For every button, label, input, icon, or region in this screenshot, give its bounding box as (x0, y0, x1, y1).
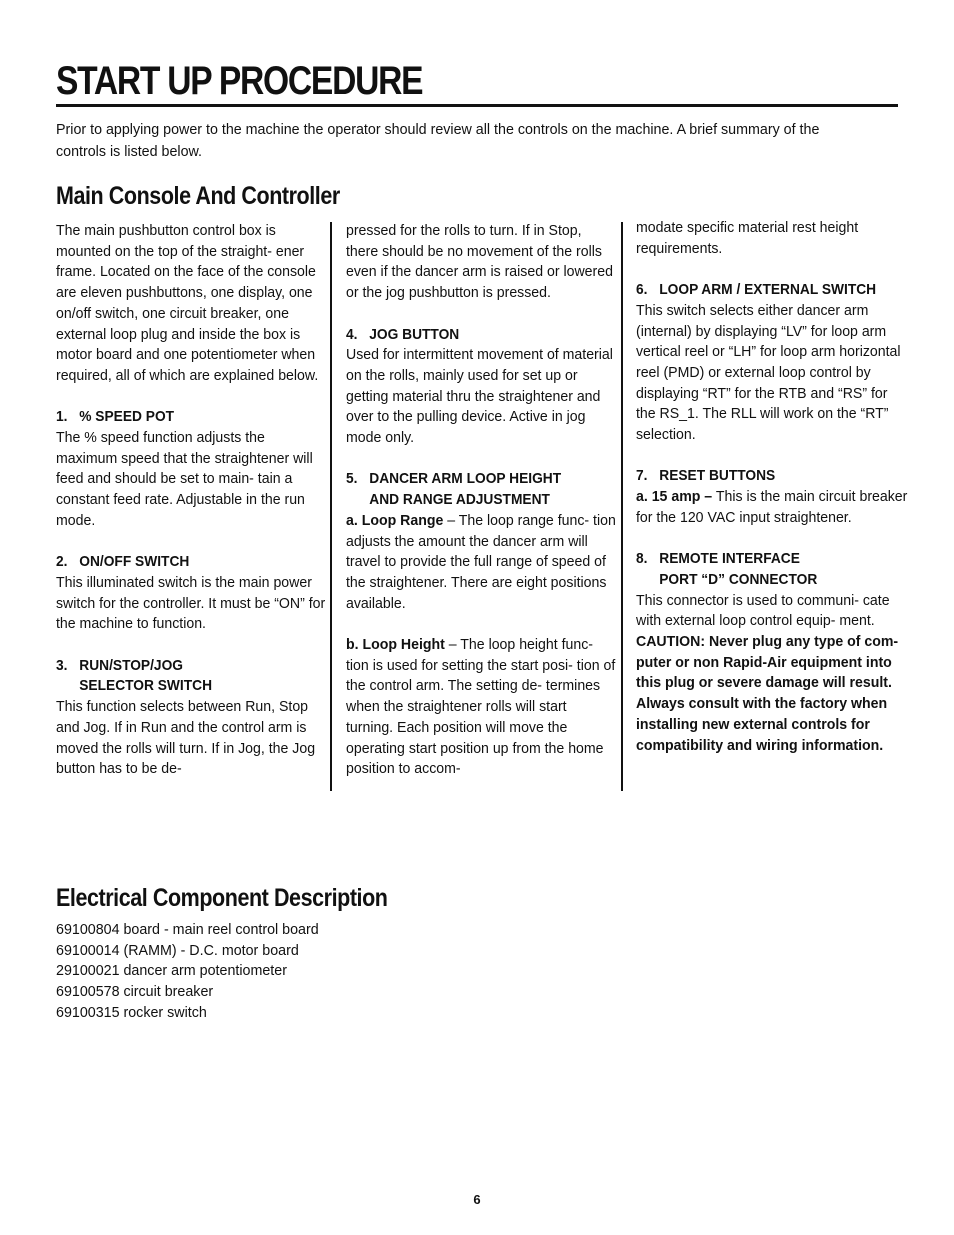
title-rule (56, 104, 898, 107)
page-number: 6 (473, 1192, 481, 1207)
item-5a-body (346, 511, 618, 615)
item-title: LOOP ARM / EXTERNAL SWITCH (659, 282, 877, 299)
item-number: 8. (636, 551, 648, 568)
item-6-heading (636, 280, 908, 301)
column-2 (346, 221, 618, 780)
list-item: 29100021 dancer arm potentiometer (56, 962, 287, 980)
list-item: 69100014 (RAMM) - D.C. motor board (56, 941, 299, 959)
column-divider (621, 222, 623, 791)
item-2-body: This illuminated switch is the main power switch for the controller. It must be “ON” for the machine to function. (56, 573, 326, 633)
item-5b-body (346, 635, 618, 780)
item-title: DANCER ARM LOOP HEIGHT (369, 471, 562, 488)
list-item: 69100315 rocker switch (56, 1003, 207, 1021)
item-title: % SPEED POT (79, 409, 175, 426)
section-heading-main-console: Main Console And Controller (56, 182, 340, 210)
item-title-continued: AND RANGE ADJUSTMENT (369, 492, 550, 509)
item-1-body: The % speed function adjusts the maximum speed that the straightener will feed and should be set to main- tain a constant feed rate. Adjustable in the run mode. (56, 429, 313, 529)
item-6-body: This switch selects either dancer arm (internal) by displaying “LV” for loop arm vertical reel or “LH” for loop arm horizontal reel (PMD) or external loop control by displaying “RT” for the RTB and “RS” for the RS_1. The RLL will work on the “RT” selection. (636, 301, 901, 444)
component-list (56, 920, 335, 1024)
item-3-heading (56, 656, 328, 697)
item-title: RUN/STOP/JOG (79, 657, 184, 674)
item-number: 6. (636, 282, 648, 299)
item-number: 7. (636, 468, 648, 485)
intro-paragraph: Prior to applying power to the machine the operator should review all the controls on the machine. A brief summary of the controls is listed below. (56, 121, 820, 160)
item-number: 4. (346, 326, 358, 343)
column-divider (330, 222, 332, 791)
item-title: RESET BUTTONS (659, 468, 776, 485)
item-3-body: This function selects between Run, Stop and Jog. If in Run and the control arm is moved the rolls will turn. If in Jog, the Jog button has to be de- (56, 698, 316, 778)
item-3-body-continued: pressed for the rolls to turn. If in Stop, there should be no movement of the rolls even if the dancer arm is raised or lowered or the jog pushbutton is pressed. (346, 222, 613, 302)
subitem-label: b. Loop Height (346, 636, 445, 654)
item-2-heading (56, 552, 328, 573)
item-5-heading (346, 469, 618, 510)
item-8-body: This connector is used to communi- cate with external loop control equip- ment. (636, 591, 890, 630)
item-7a-body (636, 487, 908, 528)
column-3 (636, 218, 908, 756)
item-5b-body-continued: modate specific material rest height requirements. (636, 219, 859, 257)
item-1-heading (56, 407, 328, 428)
item-number: 2. (56, 554, 68, 571)
item-number: 1. (56, 409, 68, 426)
list-item: 69100578 circuit breaker (56, 983, 214, 1001)
section-heading-electrical: Electrical Component Description (56, 884, 388, 912)
subitem-label: a. Loop Range (346, 511, 444, 529)
caution-text: CAUTION: Never plug any type of com- puter or non Rapid-Air equipment into this plug or severe damage will result. Always consult with the factory when installing new external controls for compatibility and wiring information. (636, 633, 899, 754)
item-4-heading (346, 325, 618, 346)
subitem-text: – The loop range func- tion adjusts the amount the dancer arm will travel to provide the full range of speed of the straightener. There are eight positions available. (346, 511, 616, 612)
item-7-heading (636, 466, 908, 487)
page-title: START UP PROCEDURE (56, 59, 423, 103)
item-8-heading (636, 549, 908, 590)
item-title: ON/OFF SWITCH (79, 554, 190, 571)
subitem-label: a. 15 amp – (636, 488, 713, 506)
item-number: 5. (346, 471, 358, 488)
subitem-text: This is the main circuit breaker for the 120 VAC input straightener. (636, 488, 908, 526)
column-1 (56, 221, 328, 780)
item-title: JOG BUTTON (369, 326, 460, 343)
subitem-text: – The loop height func- tion is used for setting the start posi- tion of the control arm. The setting de- termines when the straightener rolls will start turning. Each position will move the operating start position up from the home position to accom- (346, 636, 616, 778)
list-item: 69100804 board - main reel control board (56, 921, 319, 938)
console-description: The main pushbutton control box is mounted on the top of the straight- ener frame. Located on the face of the console are eleven pushbuttons, one display, one on/off switch, one circuit breaker, one external loop plug and inside the box is motor board and one potentiometer when required, all of which are explained below. (56, 222, 319, 384)
item-4-body: Used for intermittent movement of material on the rolls, mainly used for set up or getting material thru the straightener and over to the pulling device. Active in jog mode only. (346, 346, 613, 447)
item-title-continued: SELECTOR SWITCH (79, 678, 213, 695)
item-number: 3. (56, 657, 68, 674)
item-title-continued: PORT “D” CONNECTOR (659, 571, 818, 588)
item-title: REMOTE INTERFACE (659, 551, 800, 568)
